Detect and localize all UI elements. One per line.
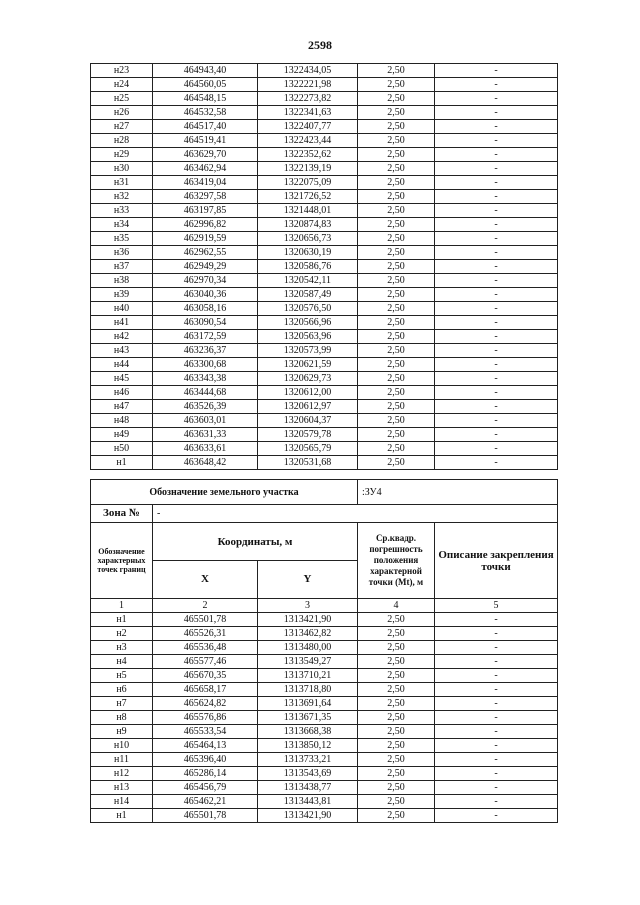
table-row <box>91 64 558 78</box>
point-cell: н41 <box>91 316 153 330</box>
accuracy-cell: 2,50 <box>358 725 435 739</box>
x-cell: 464548,15 <box>153 92 258 106</box>
x-cell: 464517,40 <box>153 120 258 134</box>
header-accuracy: Ср.квадр. погрешность положения характерной точки (Мt), м <box>358 523 435 599</box>
point-cell: н1 <box>91 456 153 470</box>
accuracy-cell: 2,50 <box>358 781 435 795</box>
x-cell: 464532,58 <box>153 106 258 120</box>
fixing-cell: - <box>435 386 558 400</box>
column-numbers-row <box>91 599 558 613</box>
x-cell: 465533,54 <box>153 725 258 739</box>
fixing-cell: - <box>435 753 558 767</box>
point-cell: н27 <box>91 120 153 134</box>
table-row <box>91 78 558 92</box>
y-cell: 1320629,73 <box>258 372 358 386</box>
accuracy-cell: 2,50 <box>358 148 435 162</box>
point-cell: н50 <box>91 442 153 456</box>
x-cell: 463462,94 <box>153 162 258 176</box>
parcel-designation-table <box>90 479 558 505</box>
point-cell: н30 <box>91 162 153 176</box>
fixing-cell: - <box>435 669 558 683</box>
table-row <box>91 442 558 456</box>
point-cell: н31 <box>91 176 153 190</box>
accuracy-cell: 2,50 <box>358 120 435 134</box>
y-cell: 1313462,82 <box>258 627 358 641</box>
point-cell: н33 <box>91 204 153 218</box>
accuracy-cell: 2,50 <box>358 627 435 641</box>
x-cell: 463419,04 <box>153 176 258 190</box>
column-number: 1 <box>91 599 153 613</box>
x-cell: 465501,78 <box>153 809 258 823</box>
point-cell: н43 <box>91 344 153 358</box>
x-cell: 463197,85 <box>153 204 258 218</box>
accuracy-cell: 2,50 <box>358 683 435 697</box>
accuracy-cell: 2,50 <box>358 428 435 442</box>
y-cell: 1313718,80 <box>258 683 358 697</box>
y-cell: 1320566,96 <box>258 316 358 330</box>
x-cell: 463058,16 <box>153 302 258 316</box>
fixing-cell: - <box>435 725 558 739</box>
y-cell: 1320586,76 <box>258 260 358 274</box>
x-cell: 465464,13 <box>153 739 258 753</box>
table-row <box>91 641 558 655</box>
y-cell: 1313710,21 <box>258 669 358 683</box>
fixing-cell: - <box>435 302 558 316</box>
y-cell: 1320612,00 <box>258 386 358 400</box>
table-row <box>91 120 558 134</box>
header-y: Y <box>258 561 358 599</box>
point-cell: н9 <box>91 725 153 739</box>
point-cell: н26 <box>91 106 153 120</box>
point-cell: н12 <box>91 767 153 781</box>
point-cell: н5 <box>91 669 153 683</box>
point-cell: н13 <box>91 781 153 795</box>
point-cell: н23 <box>91 64 153 78</box>
y-cell: 1320587,49 <box>258 288 358 302</box>
table-row <box>91 627 558 641</box>
x-cell: 463090,54 <box>153 316 258 330</box>
accuracy-cell: 2,50 <box>358 358 435 372</box>
x-cell: 463300,68 <box>153 358 258 372</box>
y-cell: 1320563,96 <box>258 330 358 344</box>
table-row <box>91 400 558 414</box>
fixing-cell: - <box>435 92 558 106</box>
fixing-cell: - <box>435 697 558 711</box>
table-row <box>91 330 558 344</box>
accuracy-cell: 2,50 <box>358 809 435 823</box>
fixing-cell: - <box>435 218 558 232</box>
x-cell: 462970,34 <box>153 274 258 288</box>
x-cell: 463172,59 <box>153 330 258 344</box>
point-cell: н44 <box>91 358 153 372</box>
y-cell: 1320576,50 <box>258 302 358 316</box>
accuracy-cell: 2,50 <box>358 78 435 92</box>
table-row <box>91 372 558 386</box>
point-cell: н34 <box>91 218 153 232</box>
table-row <box>91 288 558 302</box>
header-point-designation: Обозначение характерных точек границ <box>91 523 153 599</box>
point-cell: н7 <box>91 697 153 711</box>
x-cell: 462996,82 <box>153 218 258 232</box>
table-row <box>91 739 558 753</box>
table-row <box>91 683 558 697</box>
accuracy-cell: 2,50 <box>358 400 435 414</box>
x-cell: 463444,68 <box>153 386 258 400</box>
accuracy-cell: 2,50 <box>358 372 435 386</box>
fixing-cell: - <box>435 330 558 344</box>
fixing-cell: - <box>435 120 558 134</box>
accuracy-cell: 2,50 <box>358 134 435 148</box>
x-cell: 465624,82 <box>153 697 258 711</box>
point-cell: н28 <box>91 134 153 148</box>
point-cell: н40 <box>91 302 153 316</box>
table-row <box>91 302 558 316</box>
accuracy-cell: 2,50 <box>358 697 435 711</box>
x-cell: 462962,55 <box>153 246 258 260</box>
y-cell: 1313421,90 <box>258 809 358 823</box>
table-row <box>91 232 558 246</box>
accuracy-cell: 2,50 <box>358 316 435 330</box>
zone-value: - <box>153 505 558 523</box>
fixing-cell: - <box>435 134 558 148</box>
fixing-cell: - <box>435 795 558 809</box>
table-row <box>91 246 558 260</box>
fixing-cell: - <box>435 627 558 641</box>
table-row <box>91 176 558 190</box>
point-cell: н11 <box>91 753 153 767</box>
x-cell: 462919,59 <box>153 232 258 246</box>
fixing-cell: - <box>435 176 558 190</box>
point-cell: н1 <box>91 809 153 823</box>
y-cell: 1320565,79 <box>258 442 358 456</box>
fixing-cell: - <box>435 613 558 627</box>
x-cell: 464560,05 <box>153 78 258 92</box>
y-cell: 1322434,05 <box>258 64 358 78</box>
table-row <box>91 148 558 162</box>
table-row <box>91 725 558 739</box>
y-cell: 1313549,27 <box>258 655 358 669</box>
y-cell: 1320542,11 <box>258 274 358 288</box>
fixing-cell: - <box>435 232 558 246</box>
table-row <box>91 753 558 767</box>
accuracy-cell: 2,50 <box>358 288 435 302</box>
accuracy-cell: 2,50 <box>358 739 435 753</box>
y-cell: 1322341,63 <box>258 106 358 120</box>
parcel-value: :ЗУ4 <box>358 480 558 505</box>
accuracy-cell: 2,50 <box>358 753 435 767</box>
parcel-label: Обозначение земельного участка <box>91 480 358 505</box>
point-cell: н8 <box>91 711 153 725</box>
table-row <box>91 106 558 120</box>
y-cell: 1313543,69 <box>258 767 358 781</box>
x-cell: 463040,36 <box>153 288 258 302</box>
fixing-cell: - <box>435 414 558 428</box>
fixing-cell: - <box>435 781 558 795</box>
accuracy-cell: 2,50 <box>358 344 435 358</box>
point-cell: н4 <box>91 655 153 669</box>
y-cell: 1321726,52 <box>258 190 358 204</box>
x-cell: 463648,42 <box>153 456 258 470</box>
table-row <box>91 655 558 669</box>
y-cell: 1313691,64 <box>258 697 358 711</box>
y-cell: 1320579,78 <box>258 428 358 442</box>
x-cell: 465670,35 <box>153 669 258 683</box>
fixing-cell: - <box>435 767 558 781</box>
y-cell: 1320604,37 <box>258 414 358 428</box>
column-number: 4 <box>358 599 435 613</box>
point-cell: н32 <box>91 190 153 204</box>
point-cell: н46 <box>91 386 153 400</box>
fixing-cell: - <box>435 809 558 823</box>
table-row <box>91 809 558 823</box>
accuracy-cell: 2,50 <box>358 190 435 204</box>
point-cell: н25 <box>91 92 153 106</box>
x-cell: 465658,17 <box>153 683 258 697</box>
y-cell: 1313850,12 <box>258 739 358 753</box>
table-row <box>91 456 558 470</box>
column-number: 2 <box>153 599 258 613</box>
y-cell: 1320612,97 <box>258 400 358 414</box>
fixing-cell: - <box>435 683 558 697</box>
y-cell: 1313671,35 <box>258 711 358 725</box>
x-cell: 465456,79 <box>153 781 258 795</box>
point-cell: н14 <box>91 795 153 809</box>
accuracy-cell: 2,50 <box>358 669 435 683</box>
accuracy-cell: 2,50 <box>358 246 435 260</box>
point-cell: н48 <box>91 414 153 428</box>
x-cell: 464519,41 <box>153 134 258 148</box>
table-row <box>91 260 558 274</box>
point-cell: н24 <box>91 78 153 92</box>
table-row <box>91 92 558 106</box>
fixing-cell: - <box>435 274 558 288</box>
accuracy-cell: 2,50 <box>358 260 435 274</box>
x-cell: 463603,01 <box>153 414 258 428</box>
fixing-cell: - <box>435 641 558 655</box>
x-cell: 465536,48 <box>153 641 258 655</box>
zone-label: Зона № <box>91 505 153 523</box>
point-cell: н6 <box>91 683 153 697</box>
y-cell: 1322139,19 <box>258 162 358 176</box>
y-cell: 1320621,59 <box>258 358 358 372</box>
x-cell: 465286,14 <box>153 767 258 781</box>
y-cell: 1313668,38 <box>258 725 358 739</box>
y-cell: 1321448,01 <box>258 204 358 218</box>
y-cell: 1313480,00 <box>258 641 358 655</box>
coordinates-table-top <box>90 63 558 470</box>
point-cell: н36 <box>91 246 153 260</box>
x-cell: 465576,86 <box>153 711 258 725</box>
x-cell: 463297,58 <box>153 190 258 204</box>
header-coordinates: Координаты, м <box>153 523 358 561</box>
accuracy-cell: 2,50 <box>358 442 435 456</box>
accuracy-cell: 2,50 <box>358 414 435 428</box>
table-row <box>91 414 558 428</box>
fixing-cell: - <box>435 456 558 470</box>
point-cell: н37 <box>91 260 153 274</box>
y-cell: 1320874,83 <box>258 218 358 232</box>
table-row <box>91 358 558 372</box>
y-cell: 1322352,62 <box>258 148 358 162</box>
table-row <box>91 344 558 358</box>
point-cell: н1 <box>91 613 153 627</box>
accuracy-cell: 2,50 <box>358 613 435 627</box>
accuracy-cell: 2,50 <box>358 302 435 316</box>
fixing-cell: - <box>435 78 558 92</box>
column-number: 3 <box>258 599 358 613</box>
point-cell: н49 <box>91 428 153 442</box>
y-cell: 1322221,98 <box>258 78 358 92</box>
x-cell: 465462,21 <box>153 795 258 809</box>
x-cell: 465577,46 <box>153 655 258 669</box>
x-cell: 463633,61 <box>153 442 258 456</box>
x-cell: 464943,40 <box>153 64 258 78</box>
zone-table <box>90 504 558 523</box>
point-cell: н35 <box>91 232 153 246</box>
y-cell: 1320531,68 <box>258 456 358 470</box>
x-cell: 465526,31 <box>153 627 258 641</box>
accuracy-cell: 2,50 <box>358 795 435 809</box>
accuracy-cell: 2,50 <box>358 204 435 218</box>
fixing-cell: - <box>435 204 558 218</box>
x-cell: 462949,29 <box>153 260 258 274</box>
fixing-cell: - <box>435 739 558 753</box>
point-cell: н42 <box>91 330 153 344</box>
fixing-cell: - <box>435 260 558 274</box>
table-row <box>91 162 558 176</box>
accuracy-cell: 2,50 <box>358 162 435 176</box>
table-row <box>91 218 558 232</box>
accuracy-cell: 2,50 <box>358 64 435 78</box>
y-cell: 1320656,73 <box>258 232 358 246</box>
table-row <box>91 316 558 330</box>
accuracy-cell: 2,50 <box>358 456 435 470</box>
y-cell: 1313421,90 <box>258 613 358 627</box>
table-row <box>91 204 558 218</box>
table-row <box>91 767 558 781</box>
column-number: 5 <box>435 599 558 613</box>
table-row <box>91 613 558 627</box>
point-cell: н29 <box>91 148 153 162</box>
y-cell: 1322075,09 <box>258 176 358 190</box>
table-row <box>91 669 558 683</box>
fixing-cell: - <box>435 428 558 442</box>
point-cell: н39 <box>91 288 153 302</box>
y-cell: 1322407,77 <box>258 120 358 134</box>
y-cell: 1313733,21 <box>258 753 358 767</box>
fixing-cell: - <box>435 372 558 386</box>
header-x: X <box>153 561 258 599</box>
fixing-cell: - <box>435 442 558 456</box>
accuracy-cell: 2,50 <box>358 767 435 781</box>
accuracy-cell: 2,50 <box>358 176 435 190</box>
fixing-cell: - <box>435 106 558 120</box>
x-cell: 463526,39 <box>153 400 258 414</box>
point-cell: н38 <box>91 274 153 288</box>
accuracy-cell: 2,50 <box>358 641 435 655</box>
fixing-cell: - <box>435 190 558 204</box>
x-cell: 463631,33 <box>153 428 258 442</box>
accuracy-cell: 2,50 <box>358 218 435 232</box>
y-cell: 1313438,77 <box>258 781 358 795</box>
table-row <box>91 781 558 795</box>
point-cell: н2 <box>91 627 153 641</box>
table-row <box>91 711 558 725</box>
fixing-cell: - <box>435 316 558 330</box>
y-cell: 1320573,99 <box>258 344 358 358</box>
fixing-cell: - <box>435 162 558 176</box>
accuracy-cell: 2,50 <box>358 386 435 400</box>
table-row <box>91 134 558 148</box>
page-number: 2598 <box>308 38 332 52</box>
fixing-cell: - <box>435 64 558 78</box>
header-fixing: Описание закрепления точки <box>435 523 558 599</box>
point-cell: н45 <box>91 372 153 386</box>
accuracy-cell: 2,50 <box>358 330 435 344</box>
x-cell: 463236,37 <box>153 344 258 358</box>
accuracy-cell: 2,50 <box>358 92 435 106</box>
y-cell: 1320630,19 <box>258 246 358 260</box>
fixing-cell: - <box>435 358 558 372</box>
point-cell: н3 <box>91 641 153 655</box>
y-cell: 1313443,81 <box>258 795 358 809</box>
fixing-cell: - <box>435 711 558 725</box>
accuracy-cell: 2,50 <box>358 106 435 120</box>
fixing-cell: - <box>435 655 558 669</box>
accuracy-cell: 2,50 <box>358 711 435 725</box>
table-row <box>91 190 558 204</box>
accuracy-cell: 2,50 <box>358 655 435 669</box>
accuracy-cell: 2,50 <box>358 232 435 246</box>
table-row <box>91 428 558 442</box>
table-row <box>91 697 558 711</box>
accuracy-cell: 2,50 <box>358 274 435 288</box>
y-cell: 1322273,82 <box>258 92 358 106</box>
coordinates-table-bottom <box>90 522 558 823</box>
fixing-cell: - <box>435 288 558 302</box>
fixing-cell: - <box>435 400 558 414</box>
table-row <box>91 386 558 400</box>
point-cell: н10 <box>91 739 153 753</box>
x-cell: 465396,40 <box>153 753 258 767</box>
y-cell: 1322423,44 <box>258 134 358 148</box>
fixing-cell: - <box>435 148 558 162</box>
x-cell: 465501,78 <box>153 613 258 627</box>
fixing-cell: - <box>435 246 558 260</box>
fixing-cell: - <box>435 344 558 358</box>
table-row <box>91 274 558 288</box>
table-row <box>91 795 558 809</box>
x-cell: 463629,70 <box>153 148 258 162</box>
point-cell: н47 <box>91 400 153 414</box>
x-cell: 463343,38 <box>153 372 258 386</box>
